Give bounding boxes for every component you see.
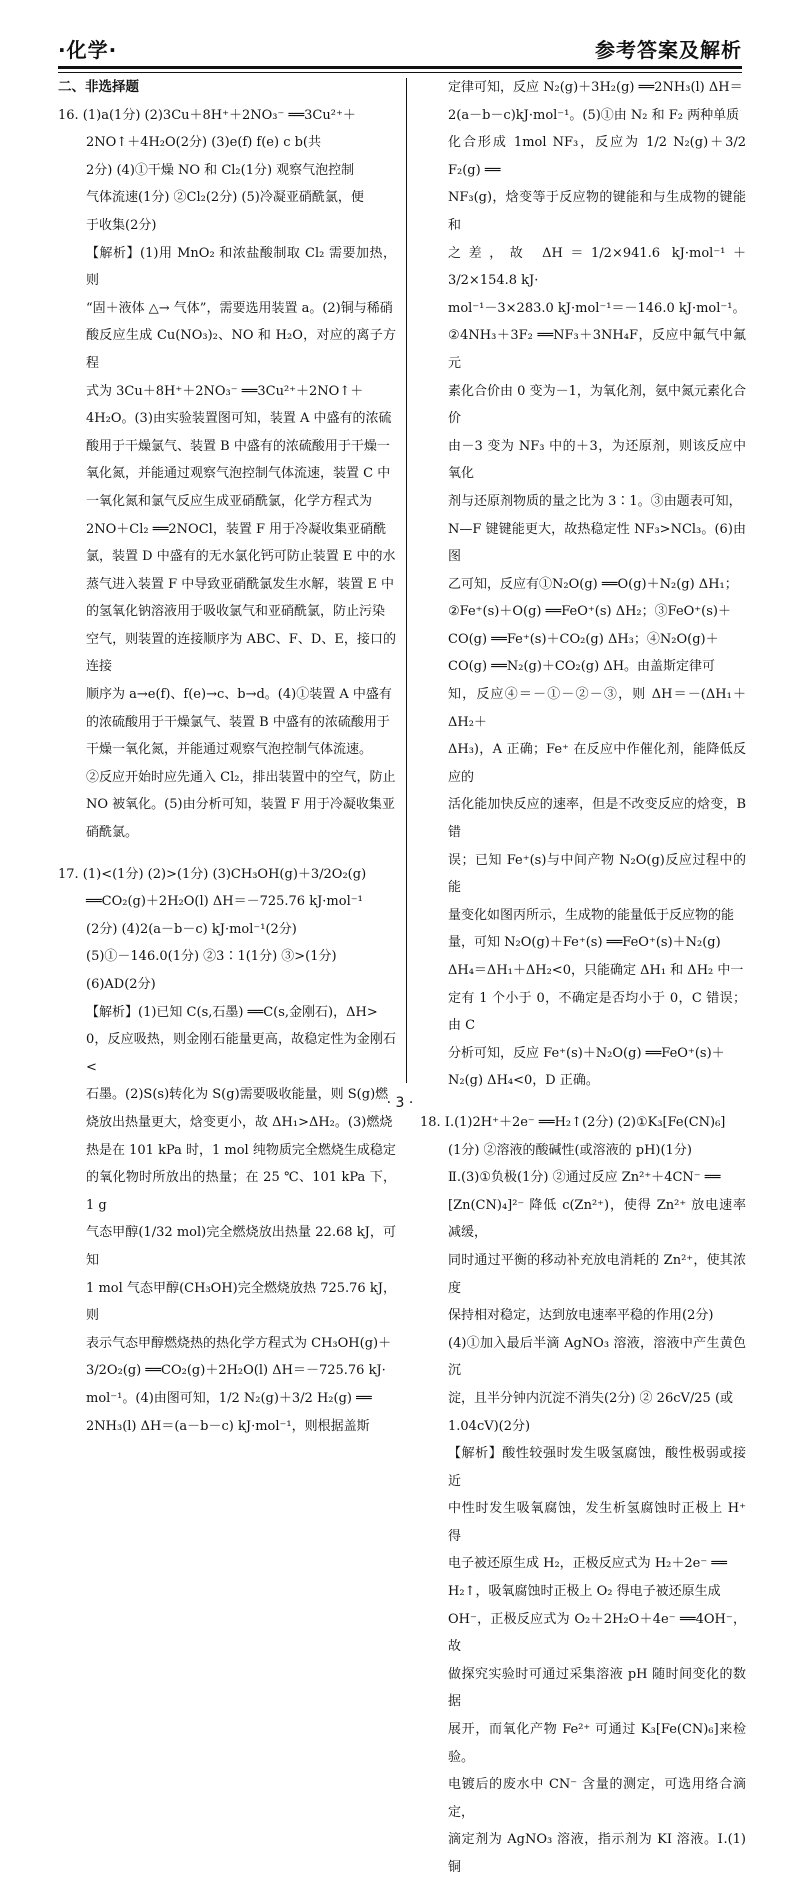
text-line: 的氧化物时所放出的热量；在 25 ℃、101 kPa 下，1 g xyxy=(86,1170,396,1213)
analysis-line: 【解析】酸性较强时发生吸氢腐蚀，酸性极弱或接近 xyxy=(448,1446,746,1489)
text-line: 展开，而氧化产物 Fe²⁺ 可通过 K₃[Fe(CN)₆]来检验。 xyxy=(448,1722,746,1765)
text-line: (2分) (4)2(a－b－c) kJ·mol⁻¹(2分) xyxy=(86,921,297,937)
header-title: 参考答案及解析 xyxy=(595,38,742,62)
text-line: 气体流速(1分) ②Cl₂(2分) (5)冷凝亚硝酰氯，便 xyxy=(86,190,364,206)
text-line: 分析可知，反应 Fe⁺(s)＋N₂O(g) ══FeO⁺(s)＋ xyxy=(448,1045,725,1061)
text-line: 的氢氧化钠溶液用于吸收氯气和亚硝酰氯，防止污染 xyxy=(86,604,386,620)
text-line: 由－3 变为 NF₃ 中的＋3，为还原剂，则该反应中氧化 xyxy=(448,438,746,482)
text-line: H₂↑，吸氧腐蚀时正极上 O₂ 得电子被还原生成 xyxy=(448,1584,721,1600)
section-title: 二、非选择题 xyxy=(58,79,139,95)
column-divider xyxy=(406,78,407,1083)
text-line: 的浓硫酸用于干燥氯气、装置 B 中盛有的浓硫酸用于 xyxy=(86,714,390,730)
text-line: (4)①加入最后半滴 AgNO₃ 溶液，溶液中产生黄色沉 xyxy=(448,1335,746,1379)
text-line: “固＋液体 △→ 气体”，需要选用装置 a。(2)铜与稀硝 xyxy=(86,300,393,316)
text-line: 知，反应④＝－①－②－③，则 ΔH＝－(ΔH₁＋ΔH₂＋ xyxy=(448,687,746,730)
text-line: (6)AD(2分) xyxy=(86,977,156,992)
text-line: ΔH₃)，A 正确；Fe⁺ 在反应中作催化剂，能降低反应的 xyxy=(448,742,746,785)
text-line: 顺序为 a→e(f)、f(e)→c、b→d。(4)①装置 A 中盛有 xyxy=(86,687,392,703)
text-line: mol⁻¹－3×283.0 kJ·mol⁻¹＝－146.0 kJ·mol⁻¹。 xyxy=(448,300,746,316)
text-line: 氯，装置 D 中盛有的无水氯化钙可防止装置 E 中的水 xyxy=(86,549,396,565)
text-line: OH⁻，正极反应式为 O₂＋2H₂O＋4e⁻ ══4OH⁻，故 xyxy=(448,1611,746,1655)
text-line: 17. (1)<(1分) (2)>(1分) (3)CH₃OH(g)＋3/2O₂(g) xyxy=(58,866,367,882)
text-line: 2NO＋Cl₂ ══2NOCl，装置 F 用于冷凝收集亚硝酰 xyxy=(86,521,387,537)
text-line: 做探究实验时可通过采集溶液 pH 随时间变化的数据 xyxy=(448,1666,746,1710)
header-rule-thin xyxy=(58,72,742,73)
text-line: 淀，且半分钟内沉淀不消失(2分) ② 26cV/25 (或 xyxy=(448,1390,734,1406)
text-line: 18. Ⅰ.(1)2H⁺＋2e⁻ ══H₂↑(2分) (2)①K₃[Fe(CN)₆] xyxy=(420,1114,726,1130)
text-line: 蒸气进入装置 F 中导致亚硝酰氯发生水解，装置 E 中 xyxy=(86,576,395,592)
text-line: 一氧化氮和氯气反应生成亚硝酰氯，化学方程式为 xyxy=(86,493,373,509)
text-line: 3/2O₂(g) ══CO₂(g)＋2H₂O(l) ΔH＝－725.76 kJ· xyxy=(86,1363,386,1379)
analysis-line: 【解析】(1)用 MnO₂ 和浓盐酸制取 Cl₂ 需要加热，则 xyxy=(86,245,396,289)
text-line: 电镀后的废水中 CN⁻ 含量的测定，可选用络合滴定， xyxy=(448,1777,746,1820)
text-line: 0，反应吸热，则金刚石能量更高，故稳定性为金刚石< xyxy=(86,1032,396,1075)
text-line: ②4NH₃＋3F₂ ══NF₃＋3NH₄F，反应中氟气中氟元 xyxy=(448,328,746,371)
right-column xyxy=(420,74,746,1882)
text-line: 量变化如图丙所示，生成物的能量低于反应物的能 xyxy=(448,907,735,923)
text-line: 素化合价由 0 变为－1，为氧化剂，氨中氮元素化合价 xyxy=(448,383,746,427)
left-column xyxy=(58,74,396,1440)
text-line: 2分) (4)①干燥 NO 和 Cl₂(1分) 观察气泡控制 xyxy=(86,162,355,178)
text-line: 定有 1 个小于 0，不确定是否均小于 0，C 错误；由 C xyxy=(448,990,746,1034)
text-line: 同时通过平衡的移动补充放电消耗的 Zn²⁺，使其浓度 xyxy=(448,1252,746,1296)
text-line: 2NH₃(l) ΔH＝(a－b－c) kJ·mol⁻¹，则根据盖斯 xyxy=(86,1418,370,1434)
text-line: 石墨。(2)S(s)转化为 S(g)需要吸收能量，则 S(g)燃 xyxy=(86,1087,389,1103)
text-line: ②反应开始时应先通入 Cl₂，排出装置中的空气，防止 xyxy=(86,769,396,785)
text-line: CO(g) ══N₂(g)＋CO₂(g) ΔH。由盖斯定律可 xyxy=(448,659,716,675)
text-line: [Zn(CN)₄]²⁻ 降低 c(Zn²⁺)，使得 Zn²⁺ 放电速率减缓， xyxy=(448,1197,746,1241)
text-line: 空气，则装置的连接顺序为 ABC、F、D、E，接口的连接 xyxy=(86,631,396,675)
page-number: · 3 · xyxy=(386,1095,414,1111)
text-line: 中性时发生吸氧腐蚀，发生析氢腐蚀时正极上 H⁺ 得 xyxy=(448,1501,746,1544)
text-line: 氧化氮，并能通过观察气泡控制气体流速，装置 C 中 xyxy=(86,466,391,482)
text-line: 硝酰氯。 xyxy=(86,825,139,841)
text-line: 表示气态甲醇燃烧热的热化学方程式为 CH₃OH(g)＋ xyxy=(86,1335,392,1351)
text-line: 滴定剂为 AgNO₃ 溶液，指示剂为 KI 溶液。Ⅰ.(1)铜 xyxy=(448,1832,746,1875)
text-line: (1分) ②溶液的酸碱性(或溶液的 pH)(1分) xyxy=(448,1142,692,1158)
text-line: 气态甲醇(1/32 mol)完全燃烧放出热量 22.68 kJ，可知 xyxy=(86,1225,396,1268)
text-line: 酸反应生成 Cu(NO₃)₂、NO 和 H₂O，对应的离子方程 xyxy=(86,328,396,371)
text-line: CO(g) ══Fe⁺(s)＋CO₂(g) ΔH₃；④N₂O(g)＋ xyxy=(448,631,719,647)
text-line: 16. (1)a(1分) (2)3Cu＋8H⁺＋2NO₃⁻ ══3Cu²⁺＋ xyxy=(58,107,356,123)
text-line: Ⅱ.(3)①负极(1分) ②通过反应 Zn²⁺＋4CN⁻ ══ xyxy=(448,1170,721,1186)
text-line: 2(a－b－c)kJ·mol⁻¹。(5)①由 N₂ 和 F₂ 两种单质 xyxy=(448,107,740,123)
text-line: 之差，故 ΔH＝1/2×941.6 kJ·mol⁻¹＋3/2×154.8 kJ· xyxy=(448,245,746,289)
text-line: N₂(g) ΔH₄<0，D 正确。 xyxy=(448,1073,599,1089)
text-line: N—F 键键能更大，故热稳定性 NF₃>NCl₃。(6)由图 xyxy=(448,521,746,565)
text-line: ══CO₂(g)＋2H₂O(l) ΔH＝－725.76 kJ·mol⁻¹ xyxy=(86,894,363,910)
text-line: NF₃(g)，焓变等于反应物的键能和与生成物的键能和 xyxy=(448,190,746,233)
text-line: 误；已知 Fe⁺(s)与中间产物 N₂O(g)反应过程中的能 xyxy=(448,852,746,896)
text-line: 1 mol 气态甲醇(CH₃OH)完全燃烧放热 725.76 kJ，则 xyxy=(86,1280,396,1324)
text-line: 干燥一氧化氮，并能通过观察气泡控制气体流速。 xyxy=(86,742,373,758)
page-header xyxy=(58,28,742,62)
text-line: 于收集(2分) xyxy=(86,217,157,233)
subject-label: ·化学· xyxy=(58,38,118,62)
text-line: 活化能加快反应的速率，但是不改变反应的焓变，B 错 xyxy=(448,797,746,841)
analysis-line: 【解析】(1)已知 C(s,石墨) ══C(s,金刚石)，ΔH> xyxy=(86,1004,378,1020)
text-line: 剂与还原剂物质的量之比为 3∶1。③由题表可知， xyxy=(448,493,742,509)
text-line: ΔH₄＝ΔH₁＋ΔH₂<0，只能确定 ΔH₁ 和 ΔH₂ 中一 xyxy=(448,963,744,978)
text-line: mol⁻¹。(4)由图可知，1/2 N₂(g)＋3/2 H₂(g) ══ xyxy=(86,1390,372,1406)
text-line: 1.04cV)(2分) xyxy=(448,1418,531,1434)
text-line: 热是在 101 kPa 时，1 mol 纯物质完全燃烧生成稳定 xyxy=(86,1142,396,1158)
text-line: 保持相对稳定，达到放电速率平稳的作用(2分) xyxy=(448,1308,714,1324)
text-line: 式为 3Cu＋8H⁺＋2NO₃⁻ ══3Cu²⁺＋2NO↑＋ xyxy=(86,383,364,399)
text-line: 化合形成 1mol NF₃，反应为 1/2 N₂(g)＋3/2 F₂(g) ══ xyxy=(448,135,746,178)
text-line: 烧放出热量更大，焓变更小，故 ΔH₁>ΔH₂。(3)燃烧 xyxy=(86,1114,393,1130)
text-line: NO 被氧化。(5)由分析可知，装置 F 用于冷凝收集亚 xyxy=(86,797,395,813)
text-line: ②Fe⁺(s)＋O(g) ══FeO⁺(s) ΔH₂；③FeO⁺(s)＋ xyxy=(448,604,731,620)
text-line: 电子被还原生成 H₂，正极反应式为 H₂＋2e⁻ ══ xyxy=(448,1556,727,1572)
text-line: 酸用于干燥氯气、装置 B 中盛有的浓硫酸用于干燥一 xyxy=(86,438,390,454)
header-rule xyxy=(58,66,742,69)
text-line: (5)①－146.0(1分) ②3∶1(1分) ③>(1分) xyxy=(86,949,337,965)
text-line: 定律可知，反应 N₂(g)＋3H₂(g) ══2NH₃(l) ΔH＝ xyxy=(448,80,743,95)
text-line: 2NO↑＋4H₂O(2分) (3)e(f) f(e) c b(共 xyxy=(86,135,322,151)
text-line: 4H₂O。(3)由实验装置图可知，装置 A 中盛有的浓硫 xyxy=(86,411,392,427)
text-line: 量，可知 N₂O(g)＋Fe⁺(s) ══FeO⁺(s)＋N₂(g) xyxy=(448,935,721,951)
text-line: 乙可知，反应有①N₂O(g) ══O(g)＋N₂(g) ΔH₁； xyxy=(448,576,738,592)
